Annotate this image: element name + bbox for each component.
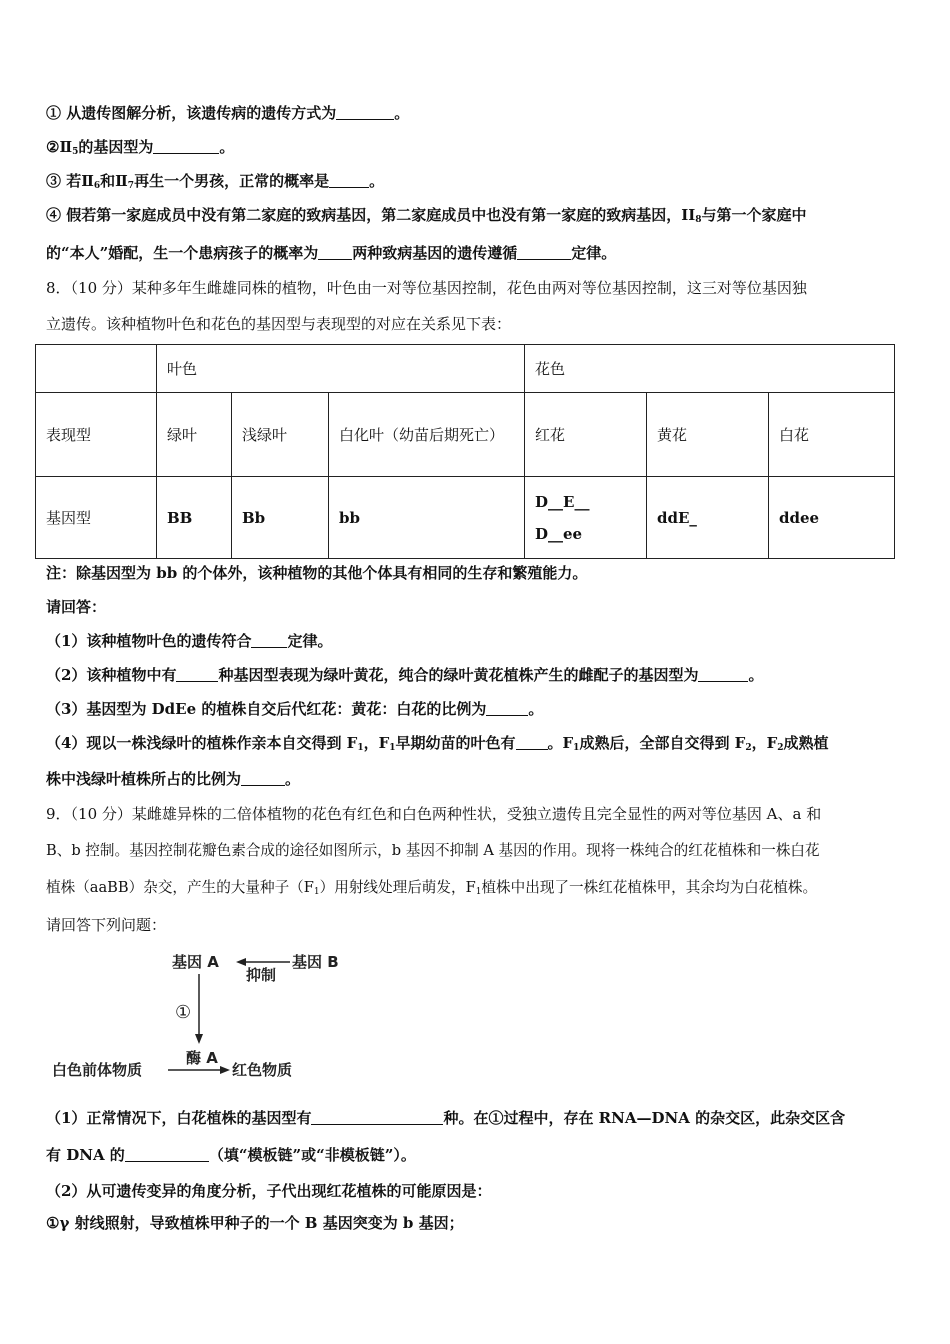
answer-blank: [153, 139, 219, 154]
answer-blank: [125, 1147, 209, 1162]
answer-blank: [318, 245, 352, 260]
answer-blank: [516, 735, 548, 750]
phenotype-cell: 白花: [769, 393, 895, 477]
genotype-label: 基因型: [36, 477, 157, 559]
q8-ask: 请回答：: [46, 598, 107, 616]
genotype-cell: bb: [329, 477, 525, 559]
genotype-row: [36, 477, 895, 559]
flower-color-header: 花色: [525, 345, 895, 393]
phenotype-cell: 浅绿叶: [232, 393, 329, 477]
q9-sub-1-cont: 有 DNA 的 （填“模板链”或“非模板链”）。: [46, 1146, 416, 1164]
q8-sub-1: （1）该种植物叶色的遗传符合 定律。: [46, 632, 333, 650]
product-label: 红色物质: [232, 1061, 293, 1079]
phenotype-label: 表现型: [36, 393, 157, 477]
table-header-row: [36, 345, 895, 393]
reaction-arrowhead: [220, 1066, 230, 1074]
phenotype-row: [36, 393, 895, 477]
answer-blank: [311, 1110, 443, 1125]
q9-line-1: 9．（10 分）某雌雄异株的二倍体植物的花色有红色和白色两种性状，受独立遗传且完全显性的两对等位基因 A、a 和: [46, 805, 822, 823]
leaf-color-header: 叶色: [157, 345, 525, 393]
q9-line-3: 植株（aaBB）杂交，产生的大量种子$(F_1)$用射线处理后萌发，$F_1$植株中出现了一株红花植株甲，其余均为白花植株。: [46, 879, 818, 897]
phenotype-cell: 黄花: [647, 393, 769, 477]
q9-sub-2: （2）从可遗传变异的角度分析，子代出现红花植株的可能原因是：: [46, 1182, 492, 1200]
expression-arrowhead: [195, 1034, 203, 1044]
genotype-cell: ddE_: [647, 477, 769, 559]
q8-line-1: 8．（10 分）某种多年生雌雄同株的植物，叶色由一对等位基因控制，花色由两对等位基因控制，这三对等位基因独: [46, 279, 807, 297]
q7-line-2: $②Ⅱ_5$的基因型为 。: [46, 138, 235, 157]
phenotype-cell: 红花: [525, 393, 647, 477]
pigment-pathway-diagram: [40, 942, 360, 1092]
answer-blank: [486, 701, 528, 716]
answer-blank: [517, 245, 571, 260]
genotype-cell: Bb: [232, 477, 329, 559]
q9-ask: 请回答下列问题：: [46, 916, 167, 934]
genotype-cell-red: D__E__ D__ee: [525, 477, 647, 559]
q8-sub-4: （4）现以一株浅绿叶的植株作亲本自交得到 $F_1$，$F_1$早期幼苗的叶色有 。$F_1$成熟后，全部自交得到 $F_2$，$F_2$成熟植: [46, 734, 829, 753]
answer-blank: [329, 173, 369, 188]
inhibit-label: 抑制: [246, 966, 277, 984]
answer-blank: [251, 633, 287, 648]
table-cell-empty: [36, 345, 157, 393]
answer-blank: [176, 667, 218, 682]
genotype-phenotype-table: [35, 344, 895, 559]
precursor-label: 白色前体物质: [52, 1061, 143, 1079]
gene-a-label: 基因 A: [172, 953, 219, 971]
answer-blank: [241, 771, 285, 786]
q9-line-2: B、b 控制。基因控制花瓣色素合成的途径如图所示，b 基因不抑制 A 基因的作用。现将一株纯合的红花植株和一株白花: [46, 842, 820, 859]
q8-line-2: 立遗传。该种植物叶色和花色的基因型与表现型的对应在关系见下表：: [46, 315, 512, 333]
answer-blank: [698, 667, 748, 682]
genotype-cell: BB: [157, 477, 232, 559]
enzyme-a-label: 酶 A: [186, 1049, 218, 1067]
phenotype-cell: 绿叶: [157, 393, 232, 477]
phenotype-cell: 白化叶（幼苗后期死亡）: [329, 393, 525, 477]
q9-sub-1: （1）正常情况下，白花植株的基因型有 种。在①过程中，存在 RNA—DNA 的杂交区，此杂交区含: [46, 1109, 846, 1127]
q7-line-5: 的“本人”婚配，生一个患病孩子的概率为 两种致病基因的遗传遵循 定律。: [46, 244, 617, 262]
q9-sub-3: ①γ 射线照射，导致植株甲种子的一个 B 基因突变为 b 基因；: [46, 1214, 464, 1232]
q8-sub-4-cont: 株中浅绿叶植株所占的比例为 。: [46, 770, 301, 788]
q7-line-4: ④ 假若第一家庭成员中没有第二家庭的致病基因，第二家庭成员中也没有第一家庭的致病基因，$II_8$与第一个家庭中: [46, 206, 807, 225]
genotype-cell: ddee: [769, 477, 895, 559]
inhibit-arrowhead: [236, 958, 246, 966]
q8-note: 注：除基因型为 bb 的个体外，该种植物的其他个体具有相同的生存和繁殖能力。: [46, 564, 588, 582]
q8-sub-2: （2）该种植物中有 种基因型表现为绿叶黄花，纯合的绿叶黄花植株产生的雌配子的基因型为 。: [46, 666, 764, 684]
step-1-label: ①: [175, 1002, 192, 1023]
q7-line-3: ③ 若$Ⅱ_6$和$Ⅱ_7$再生一个男孩，正常的概率是 。: [46, 172, 385, 191]
answer-blank: [336, 105, 394, 120]
gene-b-label: 基因 B: [292, 953, 339, 971]
q8-sub-3: （3）基因型为 DdEe 的植株自交后代红花：黄花：白花的比例为 。: [46, 700, 544, 718]
q7-line-1: ① 从遗传图解分析，该遗传病的遗传方式为 。: [46, 104, 410, 122]
